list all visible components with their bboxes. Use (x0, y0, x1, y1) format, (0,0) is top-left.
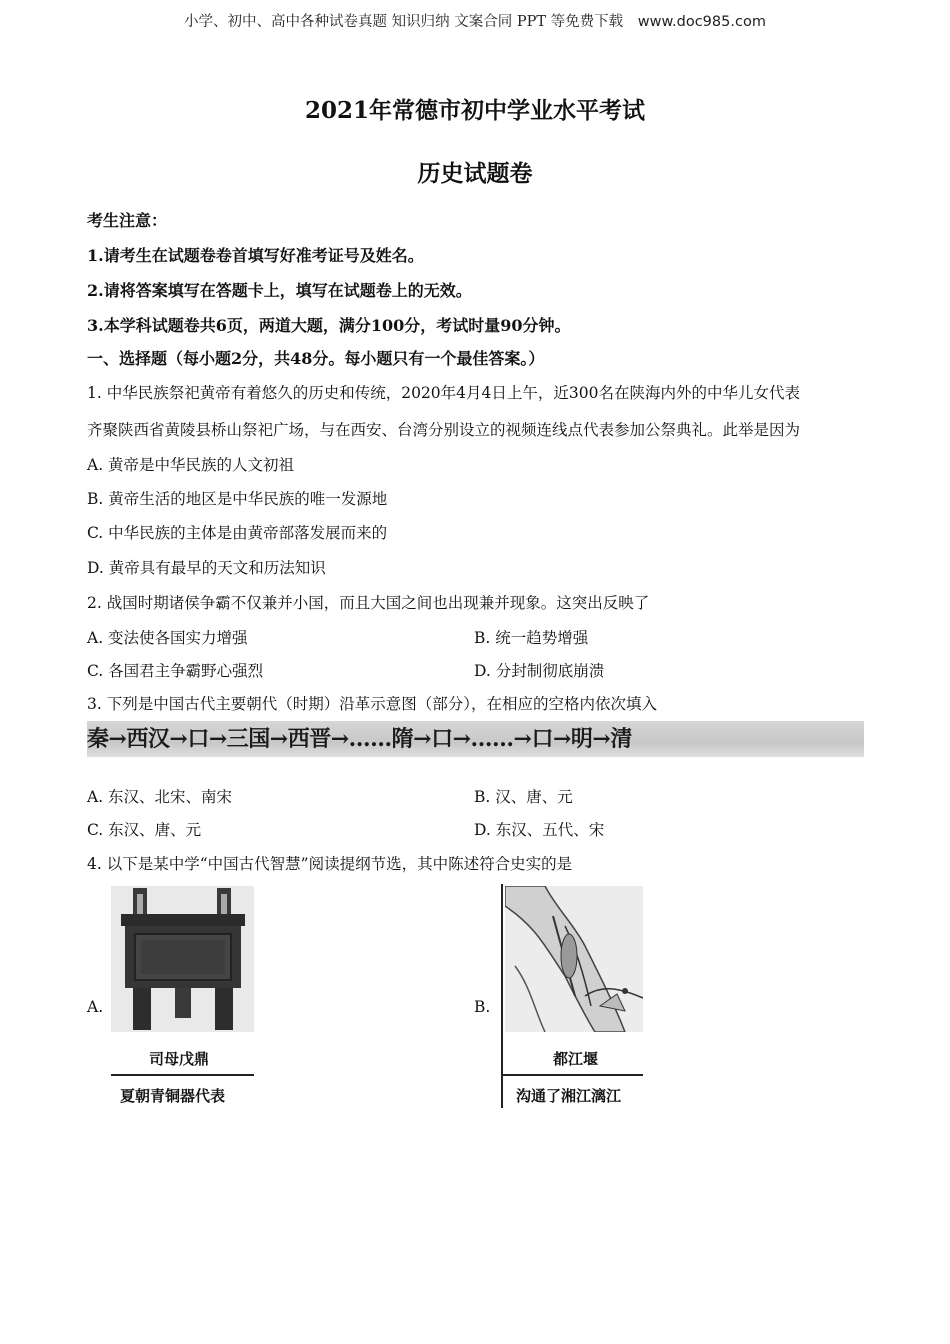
dujiangyan-map-image (505, 886, 643, 1032)
q4-a-divider (111, 1074, 254, 1076)
notice-item-2: 2.请将答案填写在答题卡上，填写在试题卷上的无效。 (87, 281, 472, 300)
page-header (0, 10, 950, 31)
q2-option-c: C. 各国君主争霸野心强烈 (87, 662, 264, 680)
q4-stem: 4. 以下是某中学“中国古代智慧”阅读提纲节选，其中陈述符合史实的是 (87, 855, 573, 873)
q2-option-a: A. 变法使各国实力增强 (87, 629, 248, 647)
q4-option-b-label: B. (474, 998, 491, 1016)
dynasty-timeline-text: 秦→西汉→口→三国→西晋→……隋→口→……→口→明→清 (87, 726, 632, 752)
q4-a-note: 夏朝青铜器代表 (120, 1087, 226, 1105)
header-text: 小学、初中、高中各种试卷真题 知识归纳 文案合同 PPT 等免费下载 (184, 14, 624, 30)
exam-title: 2021年常德市初中学业水平考试 (304, 97, 645, 124)
q2-stem: 2. 战国时期诸侯争霸不仅兼并小国，而且大国之间也出现兼并现象。这突出反映了 (87, 594, 650, 612)
q4-a-caption: 司母戊鼎 (149, 1050, 210, 1068)
q3-option-d: D. 东汉、五代、宋 (474, 821, 605, 839)
q3-option-b: B. 汉、唐、元 (474, 788, 573, 806)
q1-option-c: C. 中华民族的主体是由黄帝部落发展而来的 (87, 524, 388, 542)
q2-option-b: B. 统一趋势增强 (474, 629, 589, 647)
q1-stem-line2: 齐聚陕西省黄陵县桥山祭祀广场，与在西安、台湾分别设立的视频连线点代表参加公祭典礼。此举是因为 (87, 421, 801, 439)
q1-option-d: D. 黄帝具有最早的天文和历法知识 (87, 559, 326, 577)
q3-option-a: A. 东汉、北宋、南宋 (87, 788, 233, 806)
dynasty-timeline-banner (87, 721, 864, 757)
exam-subtitle: 历史试题卷 (417, 160, 533, 187)
q1-option-b: B. 黄帝生活的地区是中华民族的唯一发源地 (87, 490, 388, 508)
q1-option-a: A. 黄帝是中华民族的人文初祖 (87, 456, 295, 474)
bronze-ding-image (111, 886, 254, 1032)
section-heading: 一、选择题（每小题2分，共48分。每小题只有一个最佳答案。） (87, 349, 545, 368)
q3-stem: 3. 下列是中国古代主要朝代（时期）沿革示意图（部分），在相应的空格内依次填入 (87, 695, 657, 713)
notice-heading: 考生注意： (87, 211, 168, 230)
q4-b-caption: 都江堰 (553, 1050, 599, 1068)
q3-option-c: C. 东汉、唐、元 (87, 821, 202, 839)
header-url[interactable]: www.doc985.com (637, 14, 766, 30)
q4-b-note: 沟通了湘江漓江 (516, 1087, 622, 1105)
q2-option-d: D. 分封制彻底崩溃 (474, 662, 605, 680)
q4-b-divider (503, 1074, 643, 1076)
q1-stem-line1: 1. 中华民族祭祀黄帝有着悠久的历史和传统，2020年4月4日上午，近300名在陕海内外的中华儿女代表 (87, 384, 800, 402)
notice-item-1: 1.请考生在试题卷卷首填写好准考证号及姓名。 (87, 246, 424, 265)
notice-item-3: 3.本学科试题卷共6页，两道大题，满分100分，考试时量90分钟。 (87, 316, 571, 335)
q4-option-a-label: A. (87, 998, 104, 1016)
